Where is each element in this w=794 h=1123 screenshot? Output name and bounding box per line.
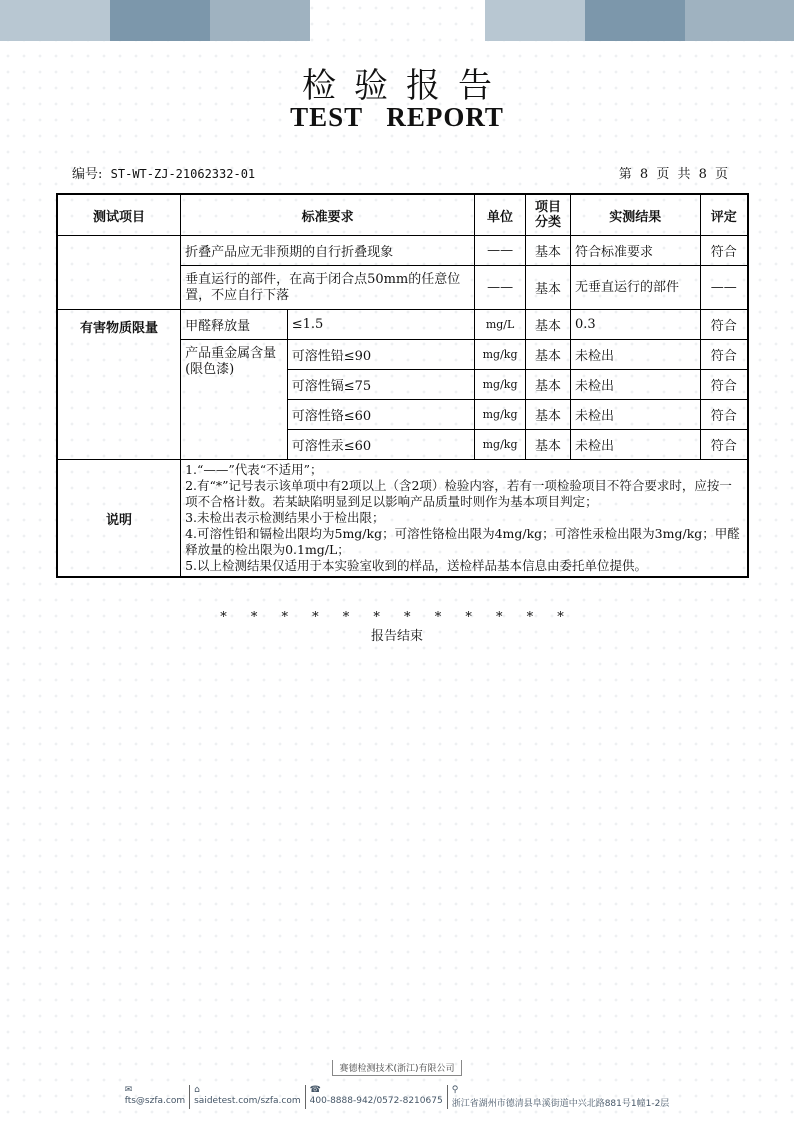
verdict-cell: 符合	[700, 430, 748, 460]
requirement-cell: 折叠产品应无非预期的自行折叠现象	[181, 236, 475, 266]
result-cell: 符合标准要求	[570, 236, 700, 266]
verdict-cell: ——	[700, 266, 748, 310]
category-cell: 基本	[526, 430, 571, 460]
category-cell: 基本	[526, 370, 571, 400]
verdict-cell: 符合	[700, 400, 748, 430]
note-line: 2.有“*”记号表示该单项中有2项以上（含2项）检验内容，若有一项检验项目不符合要求时，应按一项不合格计数。若某缺陷明显到足以影响产品质量时则作为基本项目判定；	[185, 478, 732, 509]
page-info: 第 8 页 共 8 页	[618, 167, 728, 182]
footer-address	[448, 1085, 674, 1109]
footer-website[interactable]	[190, 1085, 306, 1109]
table-row	[57, 236, 748, 266]
notes-cell	[181, 460, 748, 578]
report-number-label: 编号:	[72, 167, 103, 182]
top-band-2	[110, 0, 210, 41]
verdict-cell: 符合	[700, 310, 748, 340]
harmful-substance-label: 有害物质限量	[57, 310, 181, 460]
unit-cell: mg/L	[475, 310, 526, 340]
unit-cell: ——	[475, 266, 526, 310]
top-band-4	[485, 0, 585, 41]
result-cell: 未检出	[570, 430, 700, 460]
company-name: 赛德检测技术(浙江)有限公司	[332, 1060, 461, 1076]
home-icon: ⌂	[194, 1085, 200, 1095]
category-cell: 基本	[526, 236, 571, 266]
category-cell: 基本	[526, 340, 571, 370]
footer-email[interactable]	[121, 1085, 190, 1109]
header-standard-requirement: 标准要求	[181, 194, 475, 236]
verdict-cell: 符合	[700, 236, 748, 266]
mail-icon: ✉	[124, 1085, 133, 1095]
unit-cell: ——	[475, 236, 526, 266]
category-cell: 基本	[526, 310, 571, 340]
website-text: saidetest.com/szfa.com	[194, 1096, 301, 1106]
top-band-3	[210, 0, 310, 41]
note-line: 3.未检出表示检测结果小于检出限；	[185, 510, 385, 525]
email-text: fts@szfa.com	[124, 1096, 186, 1106]
unit-cell: mg/kg	[475, 370, 526, 400]
requirement-cell: 可溶性铅≤90	[287, 340, 474, 370]
report-number	[72, 163, 255, 182]
location-pin-icon: ⚲	[451, 1085, 459, 1095]
result-cell: 0.3	[570, 310, 700, 340]
table-row	[57, 310, 748, 340]
unit-cell: mg/kg	[475, 400, 526, 430]
header-result: 实测结果	[570, 194, 700, 236]
category-cell: 基本	[526, 266, 571, 310]
phone-text: 400-8888-942/0572-8210675	[309, 1096, 443, 1106]
report-title-en: TEST REPORT	[290, 102, 504, 132]
header-test-item: 测试项目	[57, 194, 181, 236]
top-band-6	[685, 0, 794, 41]
verdict-cell: 符合	[700, 340, 748, 370]
verdict-cell: 符合	[700, 370, 748, 400]
results-table	[56, 193, 749, 578]
address-text: 浙江省湖州市德清县阜溪街道中兴北路881号1幢1-2层	[451, 1099, 670, 1109]
requirement-cell: 可溶性镉≤75	[287, 370, 474, 400]
blank-item-cell	[57, 236, 181, 310]
result-cell: 未检出	[570, 370, 700, 400]
category-cell: 基本	[526, 400, 571, 430]
requirement-cell: 垂直运行的部件，在高于闭合点50mm的任意位置，不应自行下落	[181, 266, 475, 310]
note-line: 5.以上检测结果仅适用于本实验室收到的样品，送检样品基本信息由委托单位提供。	[185, 558, 647, 573]
formaldehyde-name: 甲醛释放量	[181, 310, 288, 340]
result-cell: 未检出	[570, 400, 700, 430]
report-end-text: 报告结束	[370, 629, 423, 644]
result-cell: 无垂直运行的部件	[570, 266, 700, 310]
phone-icon: ☎	[309, 1085, 321, 1095]
heavy-metal-group-label: 产品重金属含量(限色漆)	[181, 340, 288, 460]
requirement-cell: ≤1.5	[287, 310, 474, 340]
report-number-value: ST-WT-ZJ-21062332-01	[110, 167, 256, 181]
footer-phone[interactable]	[306, 1085, 448, 1109]
table-header-row	[57, 194, 748, 236]
requirement-cell: 可溶性铬≤60	[287, 400, 474, 430]
top-band-5	[585, 0, 685, 41]
notes-label: 说明	[57, 460, 181, 578]
report-title-cn: 检验报告	[302, 66, 510, 106]
unit-cell: mg/kg	[475, 340, 526, 370]
unit-cell: mg/kg	[475, 430, 526, 460]
notes-row	[57, 460, 748, 578]
top-band-1	[0, 0, 110, 41]
end-stars: * * * * * * * * * * * *	[220, 610, 574, 625]
header-category: 项目分类	[526, 194, 571, 236]
result-cell: 未检出	[570, 340, 700, 370]
footer-company	[0, 1056, 794, 1076]
requirement-cell: 可溶性汞≤60	[287, 430, 474, 460]
footer-contacts	[0, 1085, 794, 1109]
note-line: 4.可溶性铅和镉检出限均为5mg/kg；可溶性铬检出限为4mg/kg；可溶性汞检出限为3mg/kg；甲醛释放量的检出限为0.1mg/L；	[185, 526, 740, 557]
header-unit: 单位	[475, 194, 526, 236]
note-line: 1.“——”代表“不适用”；	[185, 462, 323, 477]
header-verdict: 评定	[700, 194, 748, 236]
